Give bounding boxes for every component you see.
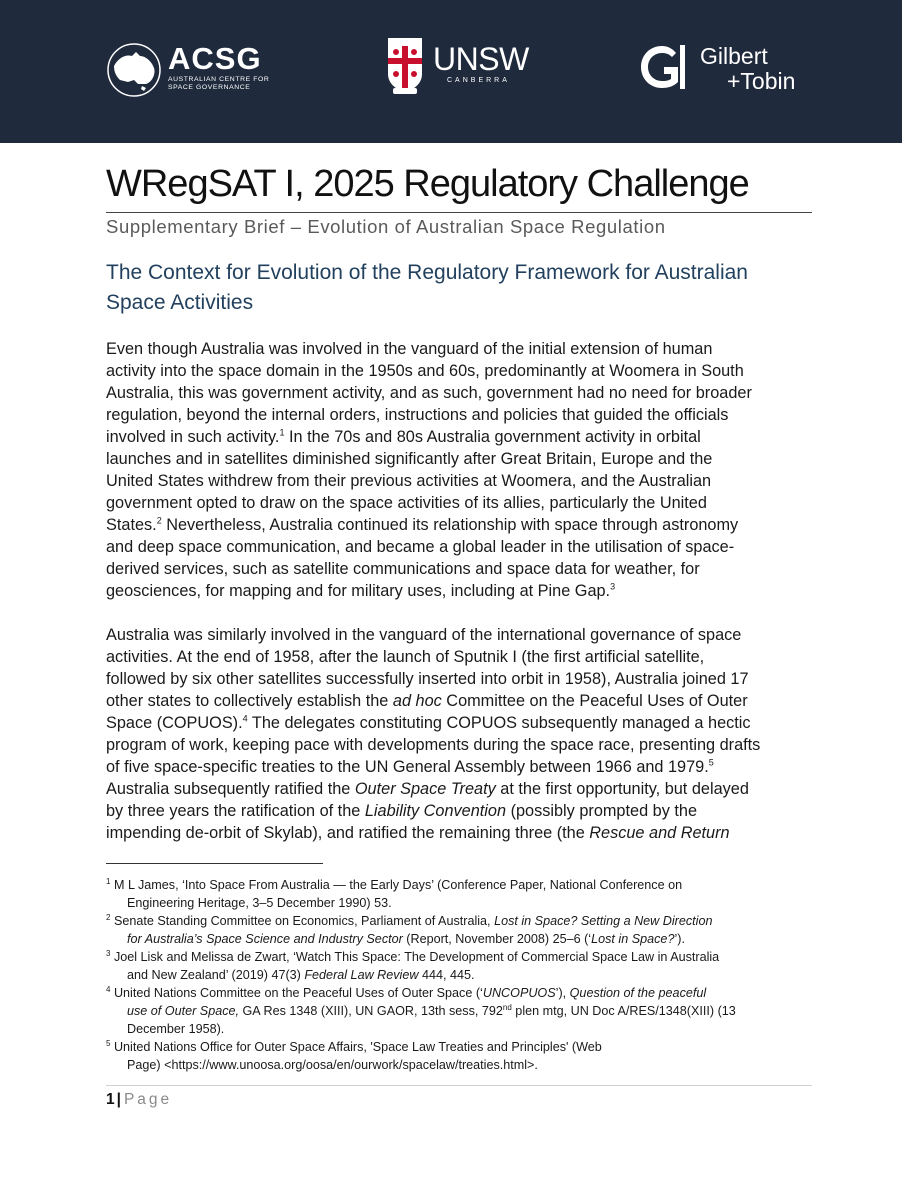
page-footer [106,1089,172,1111]
text-italic: Lost in Space? Setting a New Direction [494,914,713,928]
text-run: Senate Standing Committee on Economics, Parliament of Australia, [110,914,495,928]
text-line: Australia was similarly involved in the vanguard of the international governance of space [106,626,742,644]
text-line [106,822,812,844]
text-run: by three years the ratification of the [106,802,365,820]
section-heading-line-1: The Context for Evolution of the Regulatory Framework for Australian [106,261,748,284]
footnote-line [106,948,812,966]
footnote-ref-1[interactable]: 1 [279,427,285,438]
footnote-4 [106,984,812,1038]
section-heading-line-2: Space Activities [106,291,254,314]
unsw-wordmark: UNSW [433,41,529,77]
footnote-number: 2 [106,912,111,922]
footnote-5 [106,1038,812,1074]
text-line: Even though Australia was involved in the vanguard of the initial extension of human [106,340,713,358]
text-line: and deep space communication, and became a global leader in the utilisation of space- [106,538,735,556]
footnote-line: Page) <https://www.unoosa.org/oosa/en/ourwork/spacelaw/treaties.html>. [127,1058,538,1072]
text-run: United Nations Committee on the Peaceful Uses of Outer Space (‘ [110,986,483,1000]
text-italic: Question of the peaceful [569,986,707,1000]
footnotes [106,876,812,1074]
section-heading [106,258,806,318]
text-run: ’). [674,932,685,946]
text-run: M L James, ‘Into Space From Australia — the Early Days’ (Conference Paper, National Conference on [110,878,683,892]
acsg-wordmark: ACSG [168,41,262,76]
footnote-ref-5[interactable]: 5 [708,757,714,768]
text-italic: use of Outer Space, [127,1004,240,1018]
text-line: Australia, this was government activity, and as such, government had no need for broader [106,384,752,402]
footnote-line: December 1958). [127,1022,225,1036]
gilbert-tobin-line-1: Gilbert [700,43,768,69]
text-line: derived services, such as satellite communications and space data for weather, for [106,560,700,578]
text-italic: ad hoc [392,692,442,710]
gilbert-tobin-line-2: +Tobin [727,68,796,94]
text-line: activity into the space domain in the 1950s and 60s, predominantly at Woomera in South [106,362,744,380]
text-run: Australia subsequently ratified the [106,780,355,798]
text-run: The delegates constituting COPUOS subsequently managed a hectic [247,714,751,732]
footnote-divider [106,863,323,864]
text-line [106,778,812,800]
footnote-number: 4 [106,984,111,994]
paragraph-2 [106,624,812,844]
gilbert-tobin-g-icon [636,41,688,93]
footer-separator: | [116,1091,121,1108]
text-run: Space (COPUOS). [106,714,243,732]
text-run: of five space-specific treaties to the UN General Assembly between 1966 and 1979. [106,758,709,776]
text-line: regulation, beyond the internal orders, instructions and policies that guided the officials [106,406,729,424]
text-italic: Federal Law Review [304,968,419,982]
text-run: (possibly prompted by the [506,802,697,820]
paragraph-1 [106,338,812,602]
text-run: (Report, November 2008) 25–6 (‘ [402,932,592,946]
text-run: other states to collectively establish the [106,692,393,710]
text-italic: Outer Space Treaty [354,780,496,798]
footnote-line [106,966,812,984]
page-label: Page [123,1091,173,1108]
text-line [106,800,812,822]
title-divider [106,212,812,213]
text-run: Nevertheless, Australia continued its relationship with space through astronomy [161,516,739,534]
text-run: impending de-orbit of Skylab), and ratified the remaining three (the [106,824,590,842]
text-italic: Rescue and Return [589,824,730,842]
footnote-line [106,912,812,930]
footnote-line: Engineering Heritage, 3–5 December 1990) 53. [127,896,392,910]
footnote-1 [106,876,812,912]
footnote-number: 1 [106,876,111,886]
gilbert-tobin-logo [636,41,816,95]
document-title: WRegSAT I, 2025 Regulatory Challenge [106,163,749,205]
footnote-line [106,984,812,1002]
unsw-logo [385,36,535,100]
text-run: Joel Lisk and Melissa de Zwart, ‘Watch This Space: The Development of Commercial Space Law in Australia [110,950,720,964]
acsg-subtitle [168,76,288,92]
text-line [106,712,812,734]
page-number: 1 [106,1091,115,1108]
text-run: Committee on the Peaceful Uses of Outer [441,692,748,710]
text-line: followed by six other satellites successfully inserted into orbit in 1958), Australia joined 17 [106,670,749,688]
footnote-number: 3 [106,948,111,958]
text-run: 444, 445. [418,968,475,982]
unsw-campus: CANBERRA [447,77,510,84]
ordinal-suffix: nd [502,1002,512,1012]
text-run: In the 70s and 80s Australia government activity in orbital [284,428,701,446]
acsg-logo [106,42,281,100]
text-run: at the first opportunity, but delayed [495,780,749,798]
footnote-3 [106,948,812,984]
text-run: geosciences, for mapping and for military uses, including at Pine Gap. [106,582,611,600]
footer-divider [106,1085,812,1086]
header-banner [0,0,902,143]
text-run: United Nations Office for Outer Space Affairs, 'Space Law Treaties and Principles' (Web [110,1040,602,1054]
text-run: plen mtg, UN Doc A/RES/1348(XIII) (13 [511,1004,736,1018]
text-line: launches and in satellites diminished significantly after Great Britain, Europe and the [106,450,713,468]
australia-globe-icon [106,42,162,98]
text-line: program of work, keeping pace with developments during the space race, presenting drafts [106,736,761,754]
text-line [106,690,812,712]
text-line [106,580,812,602]
footnote-ref-3[interactable]: 3 [610,581,616,592]
acsg-subtitle-line-1: AUSTRALIAN CENTRE FOR [168,76,270,83]
text-line: United States withdrew from their previous activities at Woomera, and the Australian [106,472,712,490]
text-line [106,514,812,536]
footnote-2 [106,912,812,948]
text-run: GA Res 1348 (XIII), UN GAOR, 13th sess, 792 [239,1004,503,1018]
footnote-line [106,1038,812,1056]
footnote-ref-4[interactable]: 4 [242,713,248,724]
footnote-line [106,1002,812,1020]
text-italic: UNCOPUOS [482,986,556,1000]
acsg-subtitle-line-2: SPACE GOVERNANCE [168,84,251,91]
text-run: ’), [555,986,570,1000]
text-line [106,756,812,778]
text-italic: Lost in Space? [591,932,675,946]
document-subtitle: Supplementary Brief – Evolution of Australian Space Regulation [106,216,666,237]
text-line: activities. At the end of 1958, after the launch of Sputnik I (the first artificial satellite, [106,648,705,666]
footnote-number: 5 [106,1038,111,1048]
text-run: and New Zealand’ (2019) 47(3) [127,968,305,982]
text-run: States. [106,516,157,534]
footnote-line [106,930,812,948]
text-run: involved in such activity. [106,428,280,446]
footnote-ref-2[interactable]: 2 [156,515,162,526]
text-line: government opted to draw on the space activities of its allies, particularly the United [106,494,707,512]
text-line [106,426,812,448]
text-italic: for Australia’s Space Science and Industry Sector [127,932,403,946]
text-italic: Liability Convention [364,802,507,820]
unsw-crest-icon [385,36,425,98]
footnote-line [106,876,812,894]
